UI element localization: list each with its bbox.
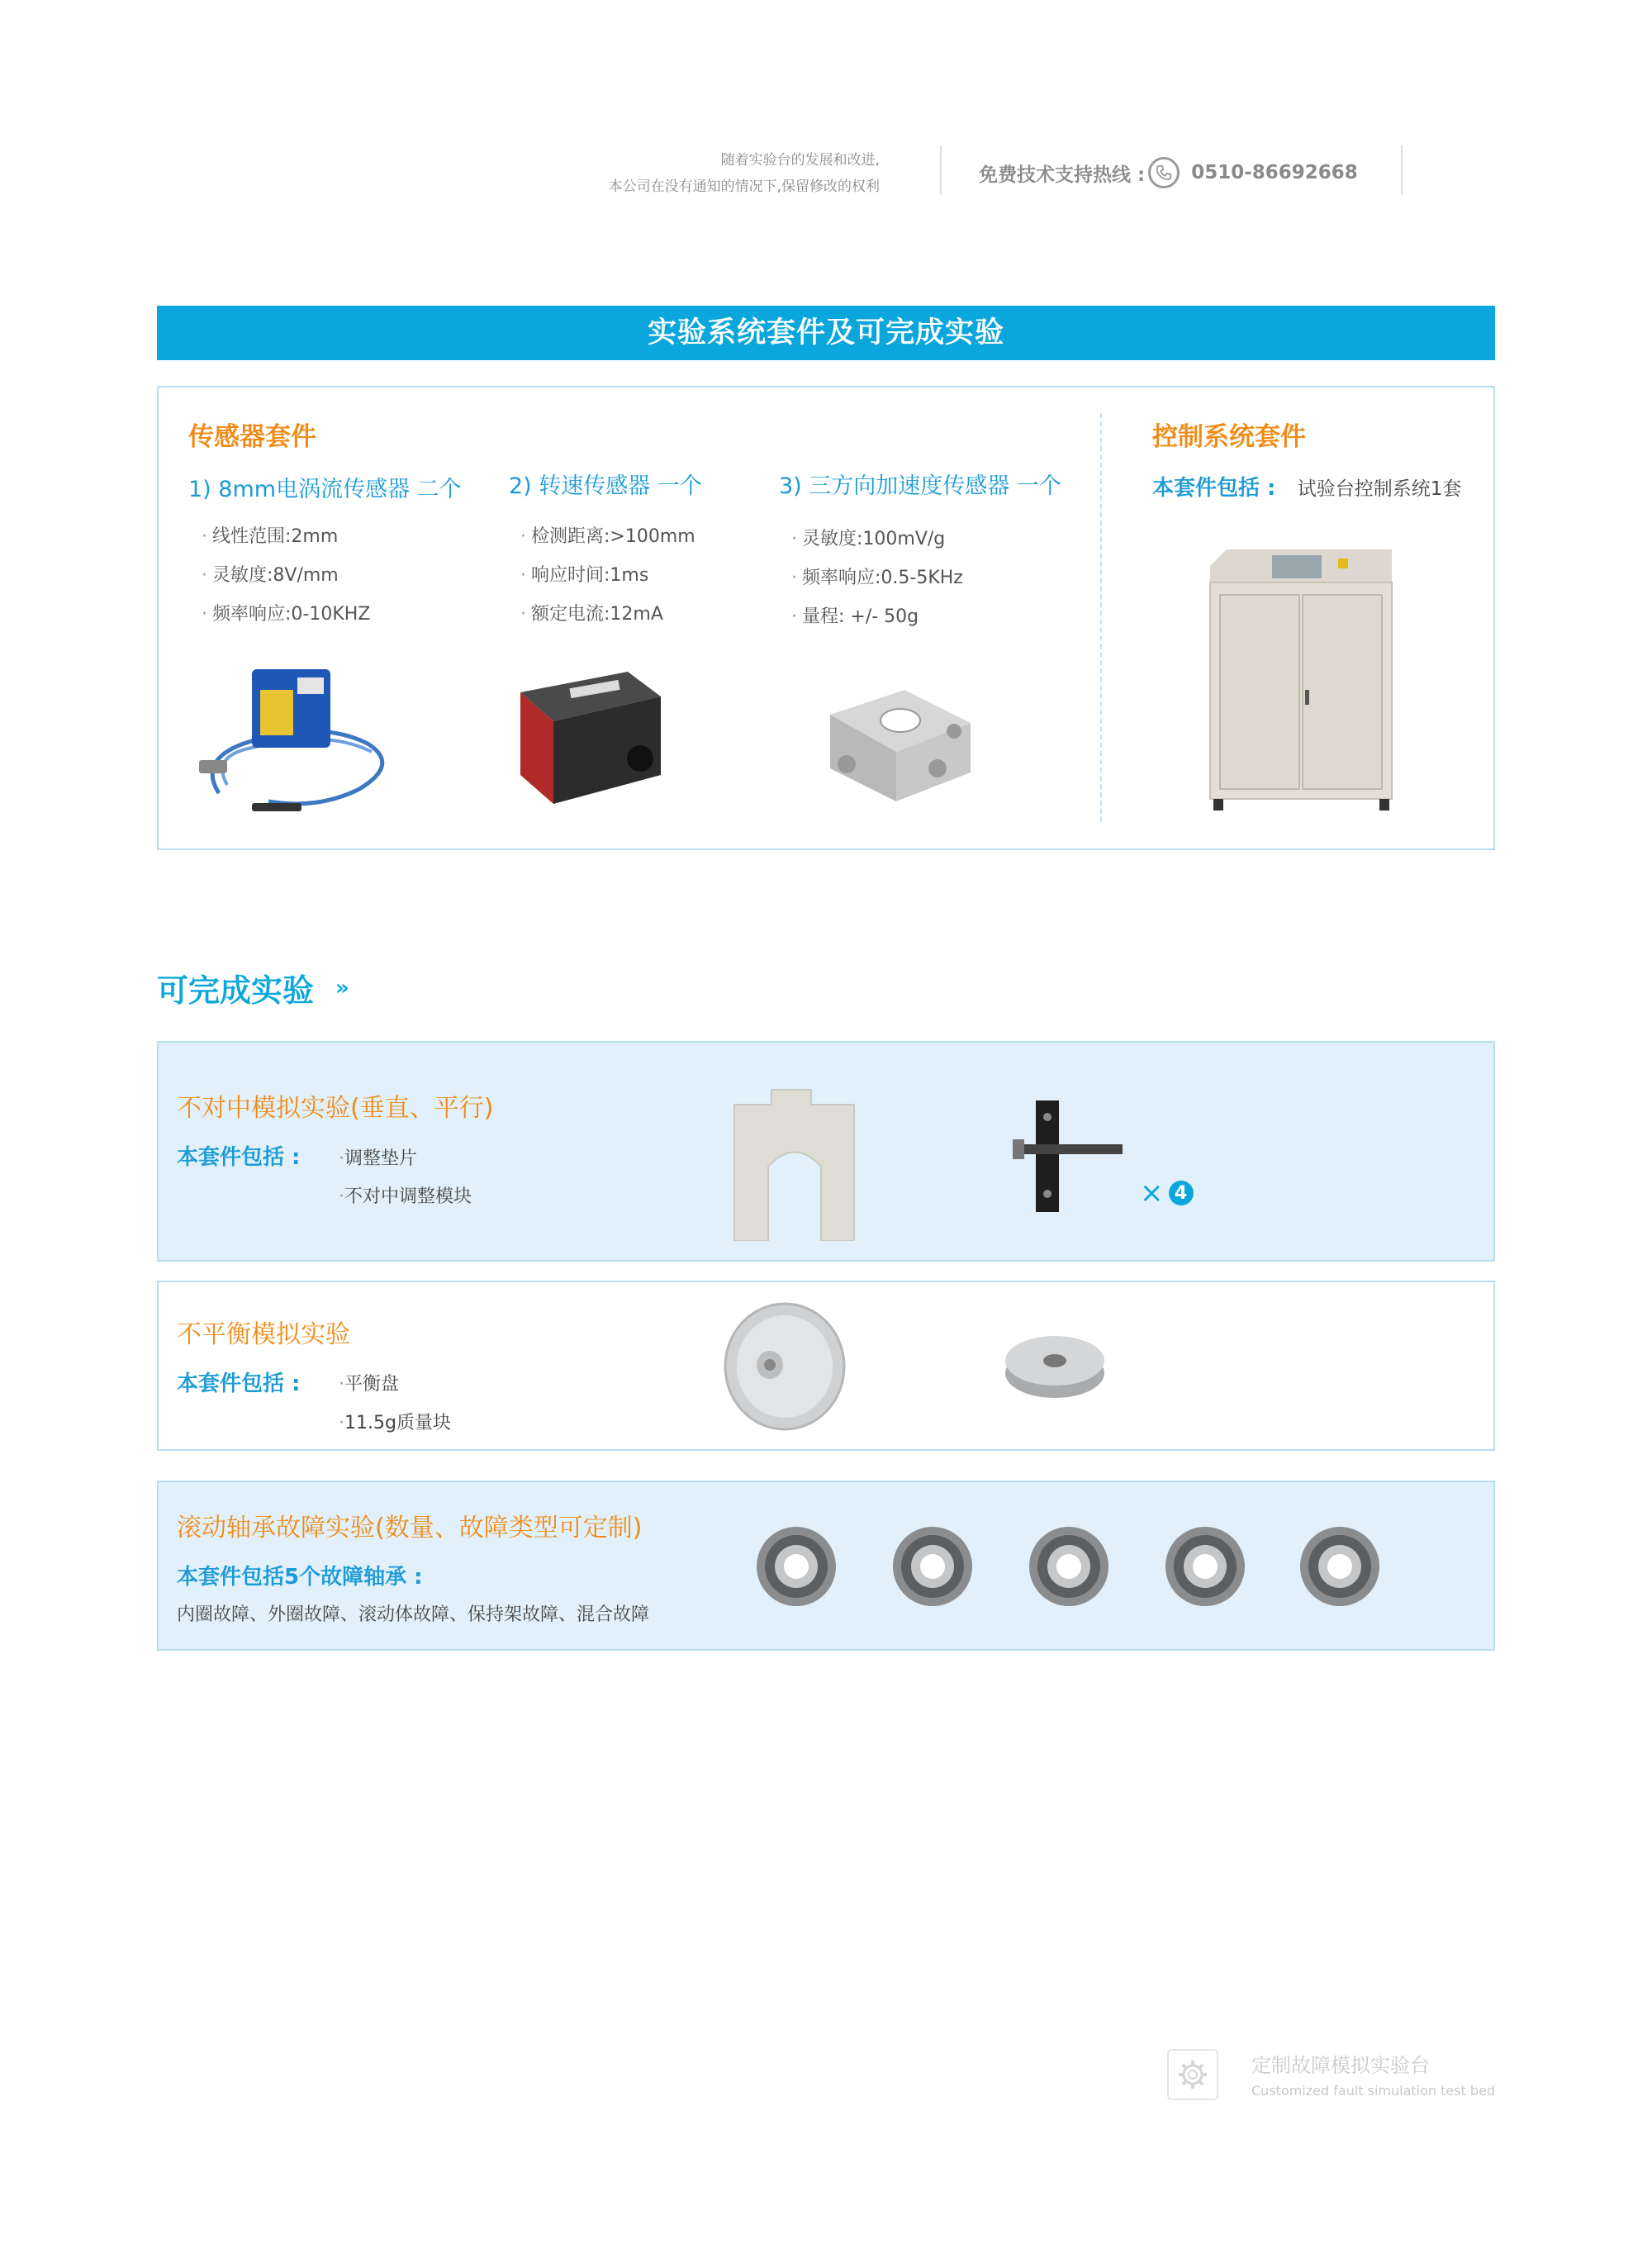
notice-line-1: 随着实验台的发展和改进, (720, 152, 880, 169)
misalignment-title: 不对中模拟实验(垂直、平行) (177, 1094, 494, 1123)
spec-item: · 线性范围:2mm (202, 526, 339, 547)
kit-divider (1100, 413, 1102, 822)
spec-item: · 频率响应:0-10KHZ (202, 604, 371, 625)
quantity-badge (1140, 1177, 1194, 1210)
control-kit-content: 试验台控制系统1套 (1297, 478, 1462, 500)
accelerometer-image (814, 677, 979, 810)
header-divider-right (1401, 145, 1403, 195)
unbalance-panel (157, 1281, 1495, 1451)
control-kit-row (1152, 471, 1461, 502)
spec-item: · 频率响应:0.5-5KHz (791, 568, 963, 588)
bearing-image (890, 1524, 980, 1614)
unbalance-item: ·11.5g质量块 (339, 1413, 451, 1433)
bearing-image (1026, 1524, 1117, 1614)
bearing-image (1162, 1524, 1253, 1614)
balance-disc-image (720, 1299, 852, 1435)
notice-line-2: 本公司在没有通知的情况下,保留修改的权利 (608, 178, 880, 195)
sensor-1-specs (202, 517, 370, 634)
bearing-title: 滚动轴承故障实验(数量、故障类型可定制) (177, 1514, 643, 1543)
mass-block-image (1001, 1328, 1108, 1402)
shim-image (730, 1088, 856, 1241)
misalignment-module-image (1003, 1096, 1127, 1220)
footer-branding (1251, 2049, 1495, 2099)
spec-item: · 检测距离:>100mm (520, 526, 695, 547)
sensor-2-name: 2) 转速传感器 一个 (509, 473, 702, 499)
hotline-number: 0510-86692668 (1191, 162, 1358, 183)
footer-title-cn: 定制故障模拟实验台 (1251, 2054, 1430, 2077)
phone-icon (1148, 157, 1180, 188)
bearing-description: 内圈故障、外圈故障、滚动体故障、保持架故障、混合故障 (177, 1604, 650, 1625)
misalignment-item: ·调整垫片 (339, 1148, 418, 1169)
hotline-label: 免费技术支持热线 : (979, 164, 1146, 186)
spec-item: · 灵敏度:100mV/g (791, 529, 946, 549)
unbalance-title: 不平衡模拟实验 (177, 1320, 350, 1349)
control-kit-title: 控制系统套件 (1152, 422, 1306, 452)
control-kit-label: 本套件包括 : (1152, 476, 1276, 501)
sensor-1-name: 1) 8mm电涡流传感器 二个 (188, 477, 462, 502)
quantity-number: 4 (1169, 1181, 1194, 1205)
bearing-image (753, 1524, 844, 1614)
speed-sensor-image (504, 659, 669, 812)
spec-item: · 灵敏度:8V/mm (202, 565, 339, 586)
misalignment-panel (157, 1041, 1495, 1262)
section-banner: 实验系统套件及可完成实验 (157, 306, 1495, 360)
sensor-3-name: 3) 三方向加速度传感器 一个 (779, 473, 1061, 499)
double-chevron-icon: » (335, 975, 349, 1001)
eddy-current-sensor-image (194, 653, 405, 826)
sensor-kit-title: 传感器套件 (188, 422, 316, 452)
sensor-2-specs (520, 517, 695, 634)
spec-item: · 响应时间:1ms (520, 565, 649, 586)
bearing-label: 本套件包括5个故障轴承 : (177, 1565, 423, 1590)
gear-icon (1167, 2049, 1218, 2100)
unbalance-item: ·平衡盘 (339, 1374, 400, 1395)
update-notice (609, 147, 880, 200)
spec-item: · 额定电流:12mA (520, 604, 663, 625)
bearing-image (1297, 1524, 1388, 1614)
experiments-title-text: 可完成实验 (157, 972, 315, 1009)
header-divider-left (940, 145, 942, 195)
misalignment-item: ·不对中调整模块 (339, 1186, 472, 1207)
experiments-section-title (157, 965, 349, 1010)
spec-item: · 量程: +/- 50g (791, 606, 919, 627)
bearing-panel (157, 1481, 1495, 1651)
sensor-3-specs (791, 520, 963, 636)
multiply-sign: × (1140, 1177, 1164, 1210)
control-cabinet-image (1202, 545, 1400, 818)
footer-title-en: Customized fault simulation test bed (1251, 2083, 1496, 2099)
unbalance-label: 本套件包括 : (177, 1371, 301, 1396)
support-hotline (979, 157, 1358, 188)
misalignment-label: 本套件包括 : (177, 1145, 301, 1170)
